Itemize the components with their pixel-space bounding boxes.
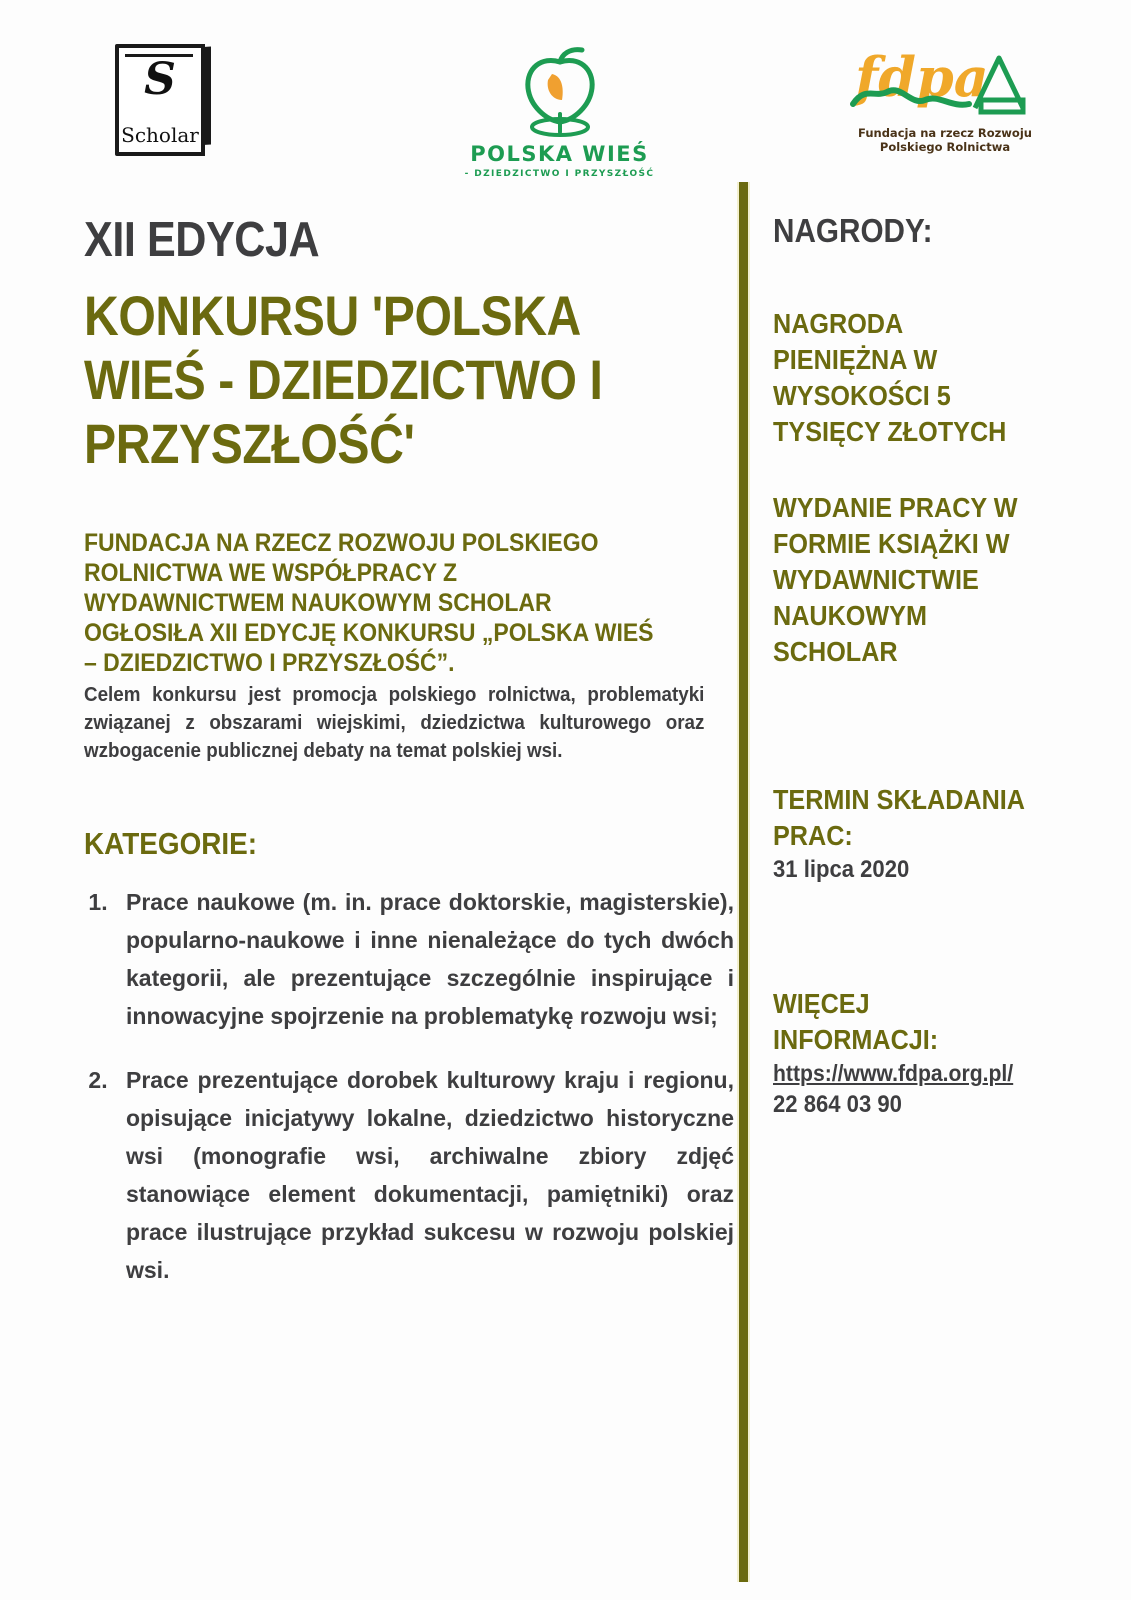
scholar-wordmark: Scholar — [121, 123, 199, 147]
logo-bar — [0, 0, 1131, 185]
edition-title: XII EDYCJA — [84, 213, 320, 267]
column-divider — [737, 182, 750, 1582]
spacer — [773, 250, 1063, 306]
info-phone: 22 864 03 90 — [773, 1091, 902, 1118]
prize-money: NAGRODA PIENIĘŻNA W WYSOKOŚCI 5 TYSIĘCY ZŁOTYCH — [773, 308, 1007, 447]
apple-svg — [500, 44, 620, 140]
fdpa-wordmark-text: fdpa — [855, 45, 989, 109]
spacer — [773, 886, 1063, 986]
prizes-heading: NAGRODY: — [773, 212, 933, 249]
spacer — [773, 450, 1063, 490]
deadline-heading: TERMIN SKŁADANIA PRAC: — [773, 784, 1025, 851]
left-column — [84, 212, 734, 1315]
fdpa-subtitle-line1: Fundacja na rzecz Rozwoju — [858, 126, 1032, 140]
polska-wies-logo — [452, 44, 667, 179]
fdpa-mark-icon — [847, 42, 1043, 126]
categories-list — [84, 883, 734, 1289]
fdpa-logo — [845, 42, 1045, 167]
categories-heading: KATEGORIE: — [84, 826, 258, 861]
apple-icon — [500, 44, 620, 140]
fdpa-subtitle-line2: Polskiego Rolnictwa — [879, 140, 1011, 154]
lead-paragraph: FUNDACJA NA RZECZ ROZWOJU POLSKIEGO ROLNICTWA WE WSPÓŁPRACY Z WYDAWNICTWEM NAUKOWYM SCHOLAR OGŁOSIŁA XII EDYCJĘ KONKURSU „POLSKA WIEŚ – DZIEDZICTWO I PRZYSZŁOŚĆ”. — [84, 529, 654, 677]
scholar-logo — [108, 44, 218, 154]
right-column — [773, 212, 1063, 1121]
info-heading: WIĘCEJ INFORMACJI: — [773, 988, 939, 1055]
book-cover — [115, 44, 205, 156]
list-item: 2. Prace prezentujące dorobek kulturowy kraju i regionu, opisujące inicjatywy lokalne, dziedzictwo historyczne wsi (monografie wsi, archiwalne zbiory zdjęć stanowiące element dokumentacji, pamiętniki) oraz prace ilustrujące przykład sukcesu w rozwoju polskiej wsi. — [114, 1061, 734, 1289]
polska-wies-subtitle: - DZIEDZICTWO I PRZYSZŁOŚĆ — [464, 169, 655, 179]
deadline-value: 31 lipca 2020 — [773, 856, 910, 883]
list-item: 1. Prace naukowe (m. in. prace doktorskie, magisterskie), popularno-naukowe i inne nienależące do tych dwóch kategorii, ale prezentujące szczególnie inspirujące i innowacyjne spojrzenie na problematykę rozwoju wsi; — [114, 883, 734, 1035]
fdpa-svg — [847, 42, 1043, 126]
spacer — [773, 670, 1063, 782]
scholar-monogram: S — [144, 54, 176, 105]
page-title: KONKURSU 'POLSKA WIEŚ - DZIEDZICTWO I PRZYSZŁOŚĆ' — [84, 284, 603, 475]
body-paragraph: Celem konkursu jest promocja polskiego rolnictwa, problematyki związanej z obszarami wiejskimi, dziedzictwa kulturowego oraz wzbogacenie publicznej debaty na temat polskiej wsi. — [84, 684, 705, 762]
book-icon — [115, 44, 211, 148]
prize-publication: WYDANIE PRACY W FORMIE KSIĄŻKI W WYDAWNICTWIE NAUKOWYM SCHOLAR — [773, 492, 1018, 667]
fdpa-website-link[interactable]: https://www.fdpa.org.pl/ — [773, 1060, 1014, 1086]
polska-wies-title: POLSKA WIEŚ — [470, 142, 649, 166]
